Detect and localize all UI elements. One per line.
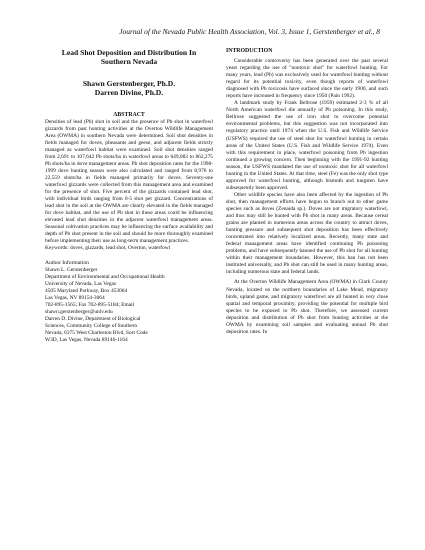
author-information-heading: Author Information — [45, 259, 89, 266]
address-line: Las Vegas, NV 89154-3064 — [45, 294, 105, 301]
intro-paragraph-3: Other wildlife species have also been affected by the ingestion of Pb shot, then management efforts have begun to branch out to other game species such as doves (Zenaida sp.). Doves are not migratory waterfowl, and thus may still be hunted with Pb shot in many areas. Because cereal grains are planted in numerous areas across the country to attract doves, hunting pressure and subsequent shot deposition has been effectively concentrated into relatively localized areas. Recently, many state and federal management areas have identified continuing Pb poisoning problems, and have subsequently banned the use of Pb shot for all hunting within their management boundaries. However, this ban has not been instituted universally, and Pb shot can still be used in many hunting areas, including numerous state and federal lands. — [226, 191, 388, 276]
article-title-line-1: Lead Shot Deposition and Distribution In — [61, 48, 197, 57]
keywords-values: doves, gizzards, lead shot, Overton, waterfowl — [70, 245, 171, 252]
address-line: Department of Environmental and Occupational Health — [45, 273, 165, 280]
author-email: shawn.gerstenberger@unlv.edu — [45, 308, 113, 315]
address-line: Darren D. Divine, Department of Biological — [45, 315, 141, 322]
address-line: W3D, Las Vegas, Nevada 89146-1164 — [45, 336, 128, 343]
address-line: Shawn L. Gerstenberger — [45, 266, 98, 273]
author-2-address — [45, 316, 213, 344]
address-line: 702-895-1565; Fax 702-895-5184; Email — [45, 301, 135, 308]
address-line: Sciences, Community College of Southern — [45, 322, 138, 329]
author-1-address — [45, 267, 213, 316]
article-title-line-2: Southern Nevada — [100, 57, 158, 67]
intro-paragraph-4: At the Overton Wildlife Management Area (OWMA) in Clark County Nevada, located on the northern boundaries of Lake Mead, migratory birds, upland game, and migratory waterfowl are all hunted in very close spatial and temporal proximity, providing the potential for multiple bird species to be exposed to Pb shot. Therefore, we assessed current deposition and distribution of Pb shot from hunting activities at the OWMA by examining soil samples and evaluating annual Pb shot deposition rates. In — [226, 279, 388, 335]
address-line: 4505 Maryland Parkway, Box 453064 — [45, 287, 128, 294]
abstract-heading: ABSTRACT — [113, 111, 145, 118]
keywords-line — [45, 245, 213, 252]
author-name-2: Darren Divine, Ph.D. — [94, 88, 164, 98]
address-line: Nevada, 6375 West Charleston Blvd, Sort Code — [45, 329, 148, 336]
intro-paragraph-2: A landmark study by Frank Bellrose (1959) estimated 2-3 % of all North American waterfowl die annually of Pb poisoning. In this study, Bellrose suggested the use of iron shot to overcome potential environmental problems, but this suggestion was not incorporated into regulatory practice until 1974 when the U.S. Fish and Wildlife Service (USFWS) required the use of steel shot for waterfowl hunting in certain areas of the United States (U.S. Fish and Wildlife Service 1974). Even with this requirement in place, waterfowl poisoning from Pb ingestion continued a growing concern. Then beginning with the 1991-92 hunting season, the USFWS mandated the use of nontoxic shot for all waterfowl hunting in the United States. At that time, steel (Fe) was the only shot type approved for waterfowl hunting, although bismuth and tungsten have subsequently been approved. — [226, 100, 388, 191]
left-column — [45, 48, 213, 344]
article-authors — [45, 79, 213, 98]
abstract-text: Densities of lead (Pb) shot in soil and the presence of Pb shot in waterfowl gizzards from past hunting activities at the Overton Wildlife Management Area (OWMA) in southern Nevada were determined. Soil shot densities in fields managed for doves, pheasants and geese, and adjacent fields strictly managed as waterfowl habitat were examined. Soil shot densities ranged from 2,691 to 107,642 Pb shots/ha in waterfowl areas to 649,083 to 862,275 Pb shots/ha in dove management areas. Pb shot deposition rates for the 1998-1999 dove hunting season were also calculated and ranged from 8,970 to 22,559 shots/ha in fields managed primarily for doves. Seventy-one waterfowl gizzards were collected from this management area and examined for the presence of shot. Five percent of the gizzards contained lead shot, with individual birds ranging from 0-5 shot per gizzard. Concentrations of lead shot in the soil at the OWMA are clearly elevated in the fields managed for dove habitat, and the use of Pb shot in these areas could be influencing elevated lead shot densities in the adjacent waterfowl management areas. Seasonal cultivation practices may be influencing the surface availability and depth of Pb shot present in the soil and should be more thoroughly examined before implementing their use as long-term management practices. — [45, 118, 213, 245]
author-name-1: Shawn Gerstenberger, Ph.D. — [82, 78, 176, 88]
intro-paragraph-1: Considerable controversy has been generated over the past several years regarding the use of "nontoxic shot" for waterfowl hunting. For many years, lead (Pb) was exclusively used for waterfowl hunting without regard for its potential toxicity, even though reports of waterfowl diagnosed with Pb toxicosis have surfaced since the early 1900, and such reports have increased in frequency since 1950 (Pain 1992). — [226, 58, 388, 100]
article-title — [45, 48, 213, 67]
right-column — [226, 48, 388, 336]
keywords-label: Keywords: — [45, 245, 69, 252]
address-line: University of Nevada, Las Vegas — [45, 280, 117, 287]
running-head: Journal of the Nevada Public Health Association, Vol. 3, Issue 1, Gerstenberger et al., 8 — [119, 27, 380, 36]
introduction-heading: INTRODUCTION — [226, 48, 273, 54]
